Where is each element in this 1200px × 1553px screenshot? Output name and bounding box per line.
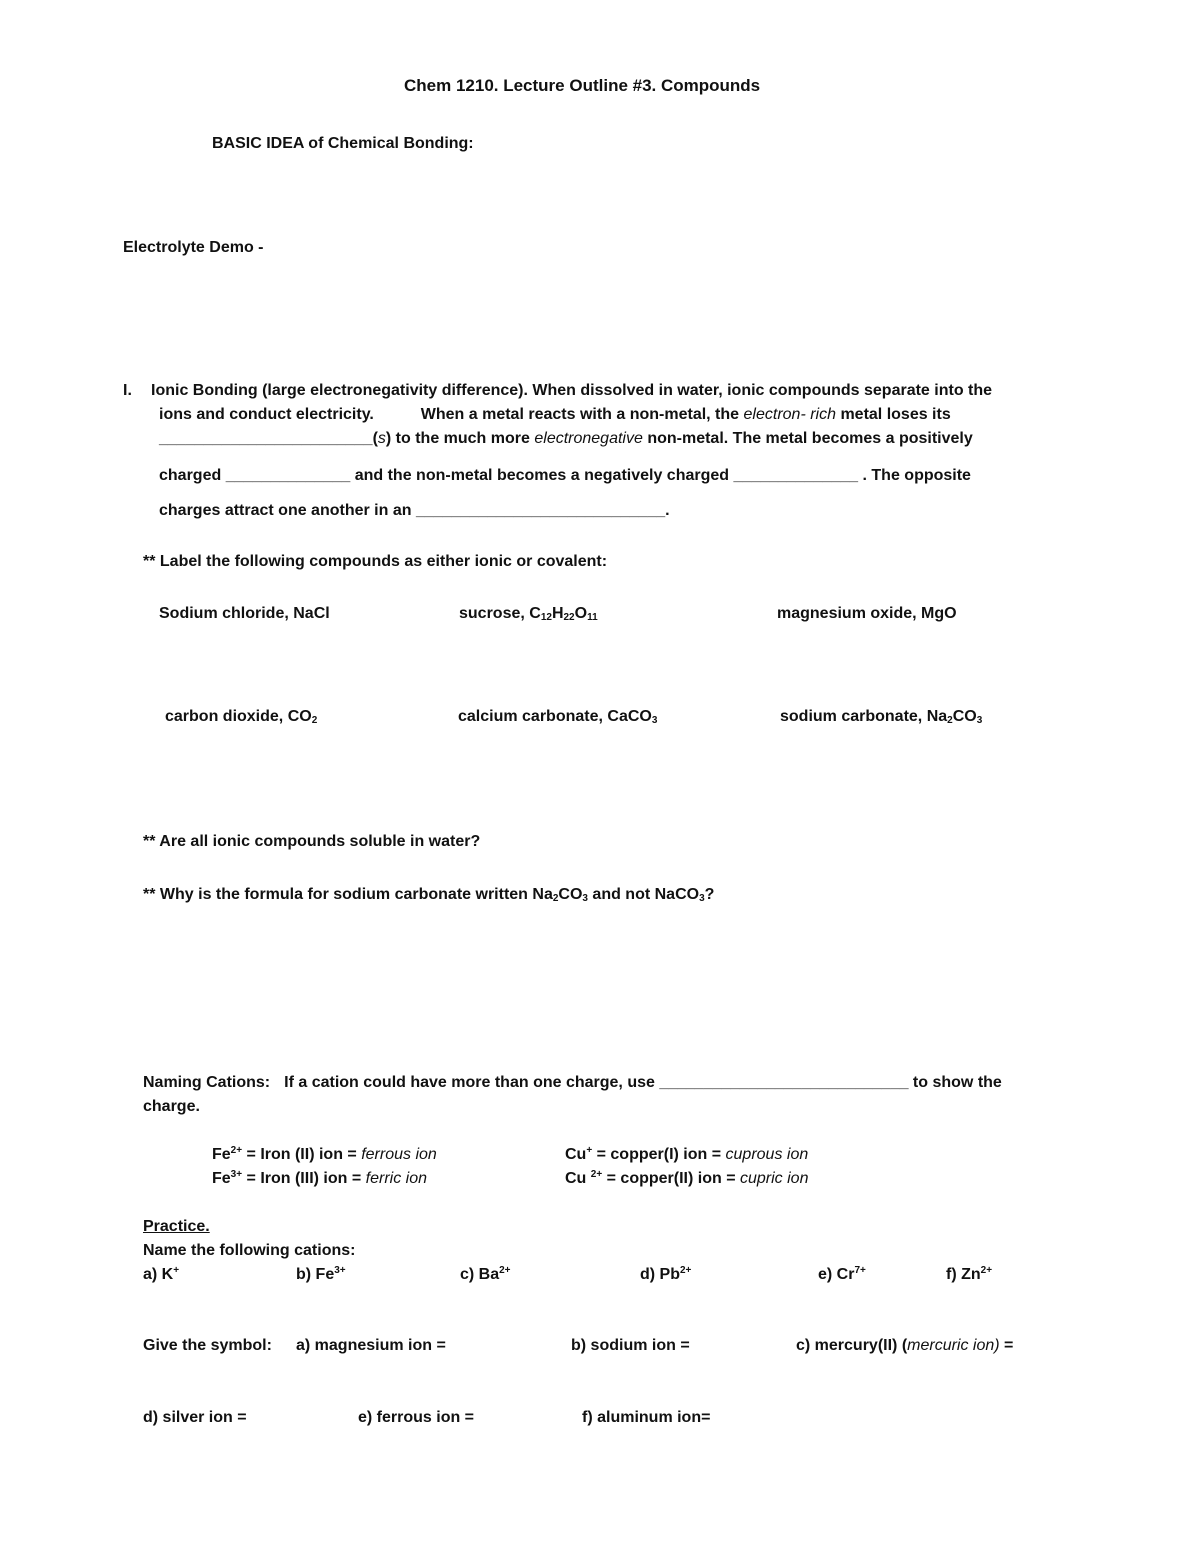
compound-nacl: Sodium chloride, NaCl <box>159 605 330 622</box>
ionic-line-1: Ionic Bonding (large electronegativity difference). When dissolved in water, ionic compounds separate into the <box>151 382 993 399</box>
practice-heading: Practice. <box>143 1218 210 1235</box>
practice-c: c) $Ba^{2+}$ <box>460 1265 511 1283</box>
symbol-label: Give the symbol: <box>143 1337 272 1354</box>
compound-mgo: magnesium oxide, MgO <box>777 605 957 622</box>
ion-fe3: $Fe^{3+}$ = Iron (III) ion = ferric ion <box>212 1169 427 1187</box>
practice-a: a) K+ <box>143 1265 180 1283</box>
basic-idea-heading: BASIC IDEA of Chemical Bonding: <box>212 135 474 152</box>
label-question: ** Label the following compounds as either ionic or covalent: <box>143 553 608 570</box>
practice-b: b) $Fe^{3+}$ <box>296 1265 346 1283</box>
ion-cu2: Cu $^{2+}$ = copper(II) ion = cupric ion <box>565 1169 809 1187</box>
symbol-e: e) ferrous ion = <box>358 1409 475 1426</box>
ionic-line-3: ________________________(s) to the much more electronegative non-metal. The metal becomes a positively <box>159 430 973 447</box>
name-cations-instruction: Name the following cations: <box>143 1242 356 1259</box>
naming-cations-line: Naming Cations: If a cation could have more than one charge, use ____________________________ to show the <box>143 1074 1002 1091</box>
compound-co2: carbon dioxide, $CO_2$ <box>165 708 318 726</box>
compound-sucrose: sucrose, $C_{12}H_{22}O_{11}$ <box>459 605 598 623</box>
symbol-c: c) mercury(II) (mercuric ion) = <box>796 1337 1014 1354</box>
compound-caco3: calcium carbonate, CaCO$_3$ <box>458 708 658 726</box>
practice-e: e) $Cr^{7+}$ <box>818 1265 866 1283</box>
electrolyte-demo-heading: Electrolyte Demo - <box>123 239 264 256</box>
naming-cations-line-2: charge. <box>143 1098 200 1115</box>
page-title: Chem 1210. Lecture Outline #3. Compounds <box>404 76 761 95</box>
compound-na2co3: sodium carbonate, $Na_2CO_3$ <box>780 708 983 726</box>
ionic-line-4: charged ______________ and the non-metal becomes a negatively charged ______________ . The opposite <box>159 467 971 484</box>
formula-question: ** Why is the formula for sodium carbonate written $Na_2CO_3$ and not NaCO$_3$? <box>143 886 715 904</box>
ionic-line-2: ions and conduct electricity. When a metal reacts with a non-metal, the electron- rich metal loses its <box>159 406 951 423</box>
symbol-a: a) magnesium ion = <box>296 1337 446 1354</box>
practice-d: d) $Pb^{2+}$ <box>640 1265 692 1283</box>
soluble-question: ** Are all ionic compounds soluble in water? <box>143 833 481 850</box>
section-numeral: I. <box>123 382 132 399</box>
ion-cu1: Cu+ = copper(I) ion = cuprous ion <box>565 1145 809 1163</box>
ion-fe2: $Fe^{2+}$ = Iron (II) ion = ferrous ion <box>212 1145 437 1163</box>
ionic-line-5: charges attract one another in an ____________________________. <box>159 502 670 519</box>
symbol-f: f) aluminum ion= <box>582 1409 711 1426</box>
symbol-b: b) sodium ion = <box>571 1337 690 1354</box>
practice-f: f) $Zn^{2+}$ <box>946 1265 993 1283</box>
symbol-d: d) silver ion = <box>143 1409 247 1426</box>
